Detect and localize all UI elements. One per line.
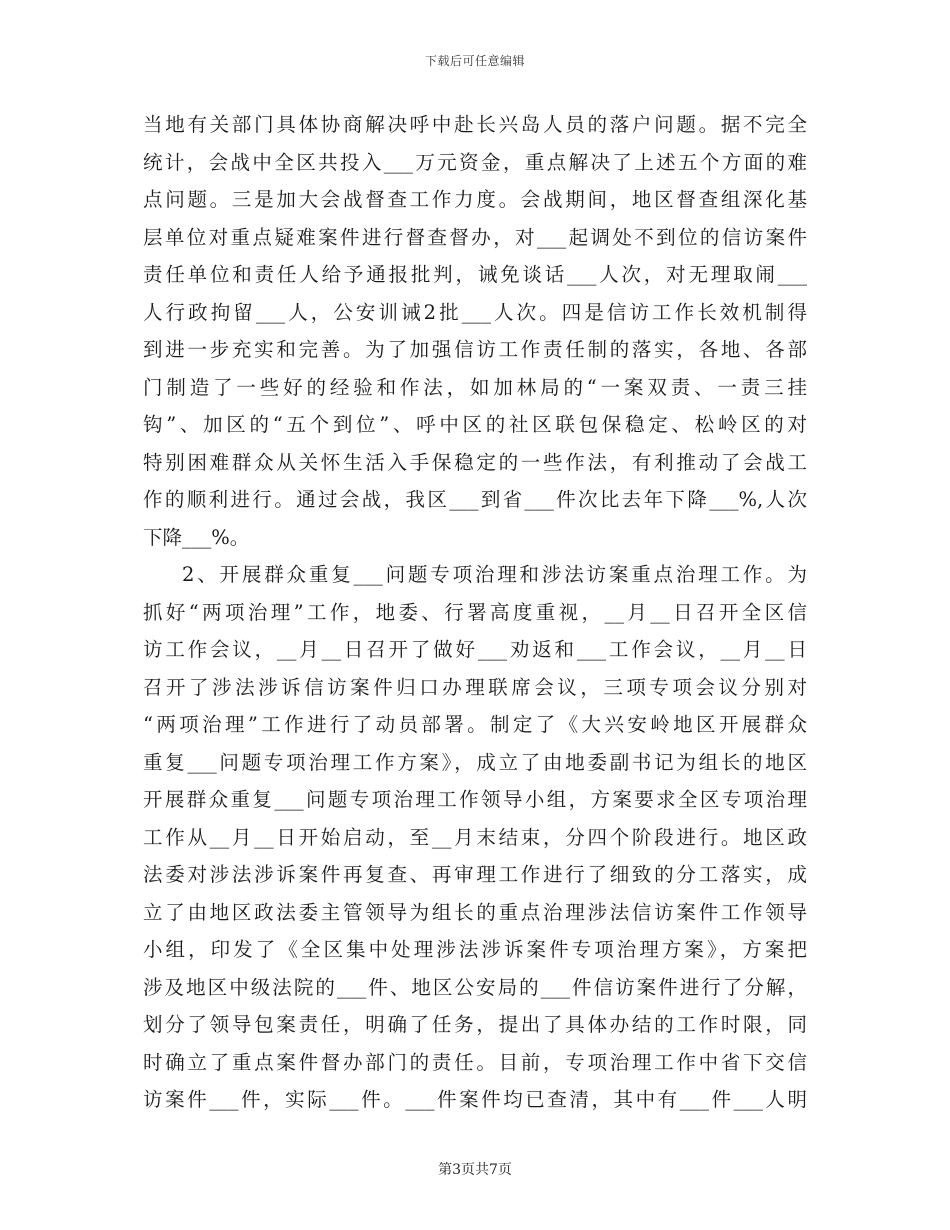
document-body bbox=[143, 106, 807, 1119]
text-line: 当地有关部门具体协商解决呼中赴长兴岛人员的落户问题。据不完全 bbox=[143, 113, 807, 136]
text-line: 层单位对重点疑难案件进行督查督办，对___起调处不到位的信访案件 bbox=[143, 225, 807, 249]
text-line: 作的顺利进行。通过会战，我区___到省___件次比去年下降___%,人次 bbox=[143, 488, 807, 511]
text-line: 责任单位和责任人给予通报批判，诫免谈话___人次，对无理取闹___ bbox=[143, 263, 807, 286]
text-line: 访工作会议，__月__日召开了做好___劝返和___工作会议，__月__日 bbox=[143, 638, 807, 661]
text-line: 划分了领导包案责任，明确了任务，提出了具体办结的工作时限，同 bbox=[143, 1013, 807, 1036]
text-line: 点问题。三是加大会战督查工作力度。会战期间，地区督查组深化基 bbox=[143, 188, 807, 211]
text-line: 到进一步充实和完善。为了加强信访工作责任制的落实，各地、各部 bbox=[143, 338, 807, 361]
paragraph-first-line: 2、开展群众重复___问题专项治理和涉法访案重点治理工作。为 bbox=[182, 563, 807, 586]
text-line: 工作从__月__日开始启动，至__月末结束，分四个阶段进行。地区政 bbox=[143, 825, 807, 849]
text-line: “两项治理”工作进行了动员部署。制定了《大兴安岭地区开展群众 bbox=[143, 713, 807, 736]
text-line: 门制造了一些好的经验和作法，如加林局的“一案双责、一责三挂 bbox=[143, 375, 807, 399]
text-line: 特别困难群众从关怀生活入手保稳定的一些作法，有利推动了会战工 bbox=[143, 450, 807, 474]
text-line: 立了由地区政法委主管领导为组长的重点治理涉法信访案件工作领导 bbox=[143, 900, 807, 924]
text-line: 召开了涉法涉诉信访案件归口办理联席会议，三项专项会议分别对 bbox=[143, 675, 807, 699]
page-header: 下载后可任意编辑 bbox=[424, 54, 525, 68]
text-line: 重复___问题专项治理工作方案》，成立了由地委副书记为组长的地区 bbox=[143, 750, 807, 774]
text-line: 时确立了重点案件督办部门的责任。目前，专项治理工作中省下交信 bbox=[143, 1050, 807, 1074]
text-line: 开展群众重复___问题专项治理工作领导小组，方案要求全区专项治理 bbox=[143, 788, 807, 811]
text-line: 钩”、加区的“五个到位”、呼中区的社区联包保稳定、松岭区的对 bbox=[143, 413, 807, 436]
text-line: 法委对涉法涉诉案件再复查、再审理工作进行了细致的分工落实，成 bbox=[143, 863, 807, 886]
text-line: 统计，会战中全区共投入___万元资金，重点解决了上述五个方面的难 bbox=[143, 150, 807, 174]
text-line: 抓好“两项治理”工作，地委、行署高度重视，__月__日召开全区信 bbox=[143, 600, 807, 624]
text-line: 访案件___件，实际___件。___件案件均已查清，其中有___件___人明 bbox=[143, 1088, 807, 1111]
text-line: 小组，印发了《全区集中处理涉法涉诉案件专项治理方案》，方案把 bbox=[143, 938, 807, 961]
text-line: 涉及地区中级法院的___件、地区公安局的___件信访案件进行了分解， bbox=[143, 975, 807, 999]
page-number-footer: 第3页共7页 bbox=[438, 1162, 512, 1178]
text-line: 人行政拘留___人，公安训诫2批___人次。四是信访工作长效机制得 bbox=[143, 300, 807, 324]
text-line: 下降___%。 bbox=[143, 525, 250, 549]
